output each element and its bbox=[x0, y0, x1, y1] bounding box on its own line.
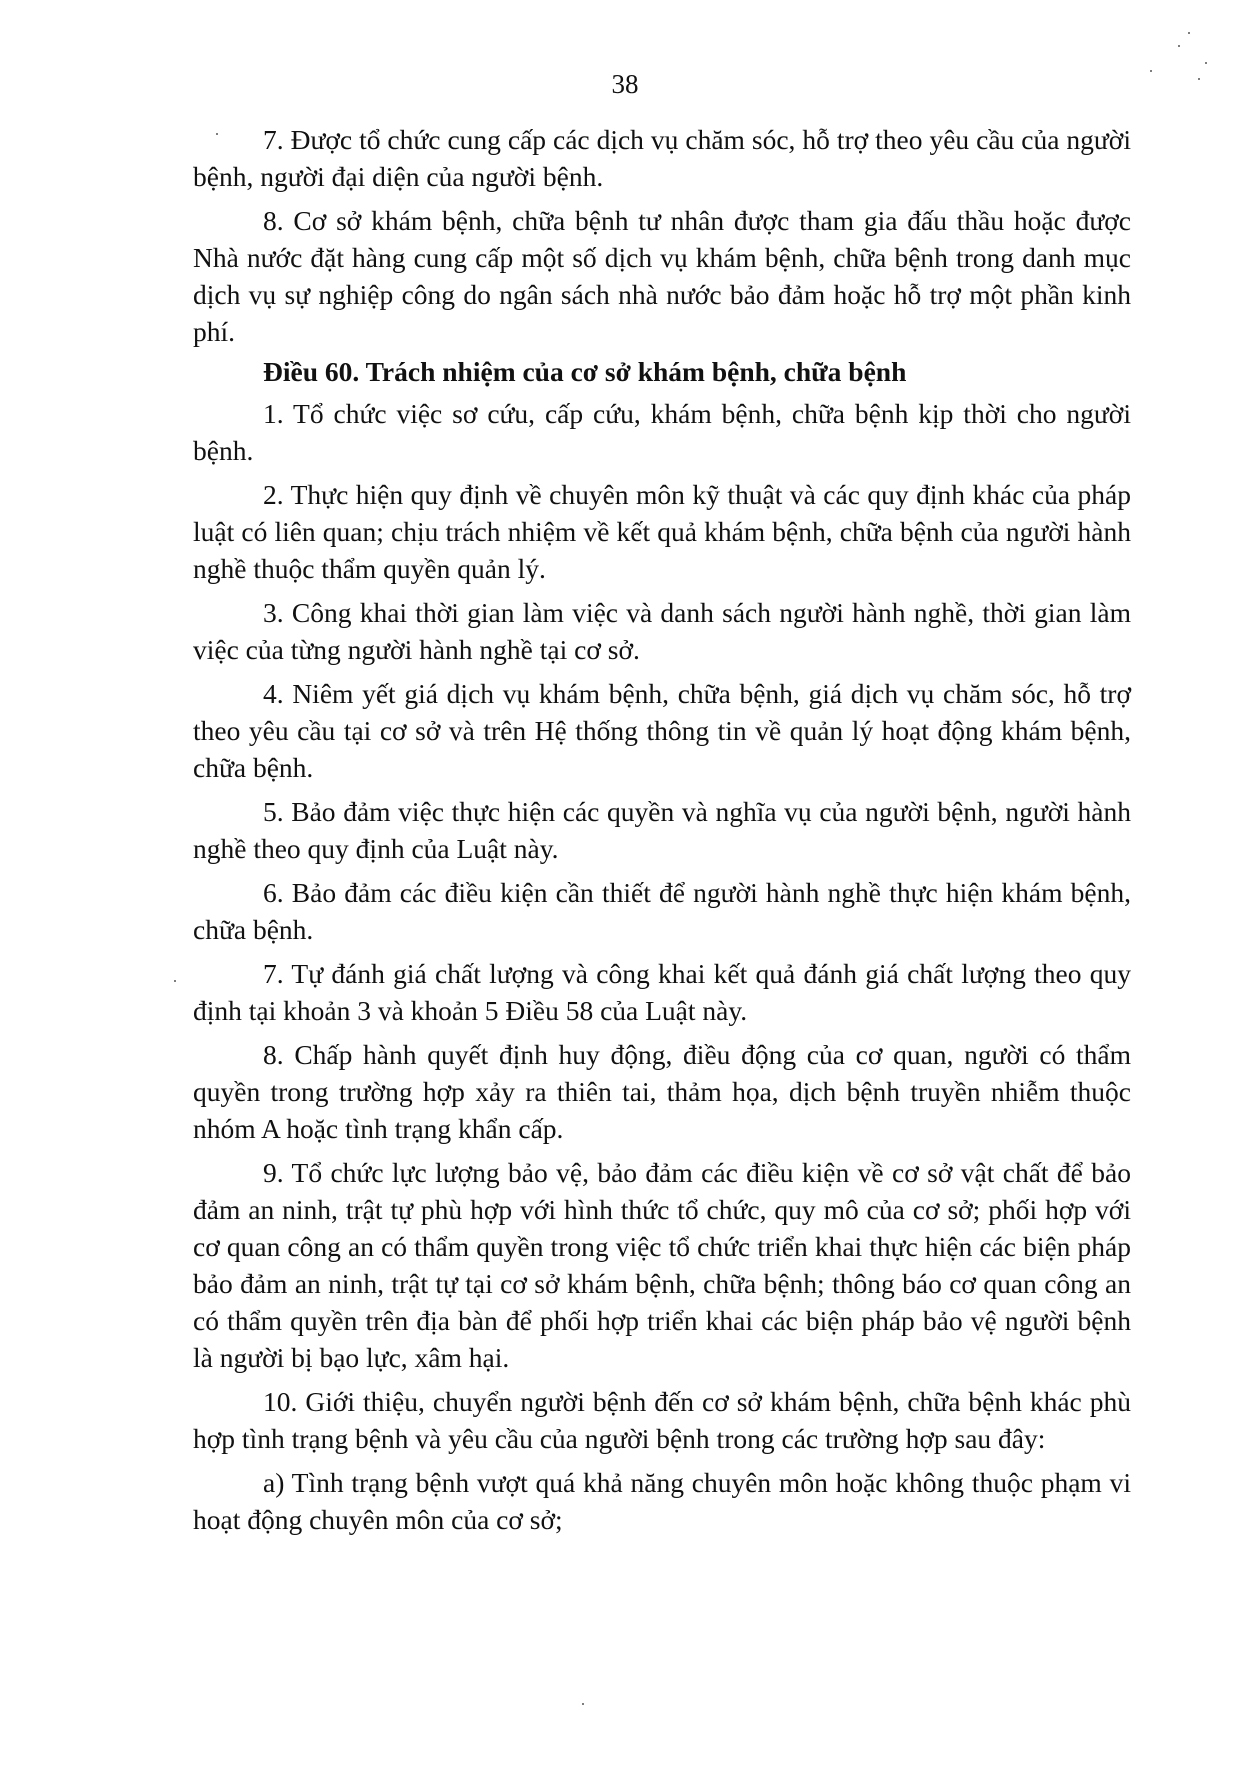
scan-speck bbox=[216, 133, 218, 135]
scan-speck bbox=[1178, 45, 1180, 47]
article-60-clause-10: 10. Giới thiệu, chuyển người bệnh đến cơ sở khám bệnh, chữa bệnh khác phù hợp tình trạng bệnh và yêu cầu của người bệnh trong các trường hợp sau đây: bbox=[193, 1386, 1131, 1454]
article-60-clause-8: 8. Chấp hành quyết định huy động, điều động của cơ quan, người có thẩm quyền trong trường hợp xảy ra thiên tai, thảm họa, dịch bệnh truyền nhiễm thuộc nhóm A hoặc tình trạng khẩn cấp. bbox=[193, 1039, 1131, 1144]
article-60-clause-3: 3. Công khai thời gian làm việc và danh sách người hành nghề, thời gian làm việc của từng người hành nghề tại cơ sở. bbox=[193, 597, 1131, 665]
document-body bbox=[193, 121, 1131, 1545]
article-60-clause-10a: a) Tình trạng bệnh vượt quá khả năng chuyên môn hoặc không thuộc phạm vi hoạt động chuyên môn của cơ sở; bbox=[193, 1467, 1131, 1535]
article-60-clause-4: 4. Niêm yết giá dịch vụ khám bệnh, chữa bệnh, giá dịch vụ chăm sóc, hỗ trợ theo yêu cầu tại cơ sở và trên Hệ thống thông tin về quản lý hoạt động khám bệnh, chữa bệnh. bbox=[193, 678, 1131, 783]
article-60-clause-7: 7. Tự đánh giá chất lượng và công khai kết quả đánh giá chất lượng theo quy định tại khoản 3 và khoản 5 Điều 58 của Luật này. bbox=[193, 958, 1131, 1026]
article-60-heading: Điều 60. Trách nhiệm của cơ sở khám bệnh, chữa bệnh bbox=[263, 356, 907, 387]
scan-speck bbox=[1198, 78, 1200, 80]
scan-speck bbox=[582, 1703, 584, 1705]
clause-7-services: 7. Được tổ chức cung cấp các dịch vụ chăm sóc, hỗ trợ theo yêu cầu của người bệnh, người đại diện của người bệnh. bbox=[193, 124, 1131, 192]
scan-speck bbox=[1150, 70, 1152, 72]
article-60-clause-6: 6. Bảo đảm các điều kiện cần thiết để người hành nghề thực hiện khám bệnh, chữa bệnh. bbox=[193, 877, 1131, 945]
page-number: 38 bbox=[611, 69, 639, 99]
article-60-clause-1: 1. Tổ chức việc sơ cứu, cấp cứu, khám bệnh, chữa bệnh kịp thời cho người bệnh. bbox=[193, 398, 1131, 466]
scan-speck bbox=[174, 980, 176, 982]
article-60-clause-2: 2. Thực hiện quy định về chuyên môn kỹ thuật và các quy định khác của pháp luật có liên quan; chịu trách nhiệm về kết quả khám bệnh, chữa bệnh của người hành nghề thuộc thẩm quyền quản lý. bbox=[193, 479, 1131, 584]
clause-8-private-facilities: 8. Cơ sở khám bệnh, chữa bệnh tư nhân được tham gia đấu thầu hoặc được Nhà nước đặt hàng cung cấp một số dịch vụ khám bệnh, chữa bệnh trong danh mục dịch vụ sự nghiệp công do ngân sách nhà nước bảo đảm hoặc hỗ trợ một phần kinh phí. bbox=[193, 205, 1131, 347]
scan-speck bbox=[1205, 62, 1207, 64]
article-60-clause-5: 5. Bảo đảm việc thực hiện các quyền và nghĩa vụ của người bệnh, người hành nghề theo quy định của Luật này. bbox=[193, 796, 1131, 864]
scan-speck bbox=[1188, 32, 1190, 34]
article-60-clause-9: 9. Tổ chức lực lượng bảo vệ, bảo đảm các điều kiện về cơ sở vật chất để bảo đảm an ninh, trật tự phù hợp với hình thức tổ chức, quy mô của cơ sở; phối hợp với cơ quan công an có thẩm quyền trong việc tổ chức triển khai thực hiện các biện pháp bảo đảm an ninh, trật tự tại cơ sở khám bệnh, chữa bệnh; thông báo cơ quan công an có thẩm quyền trên địa bàn để phối hợp triển khai các biện pháp bảo vệ người bệnh là người bị bạo lực, xâm hại. bbox=[193, 1157, 1131, 1373]
